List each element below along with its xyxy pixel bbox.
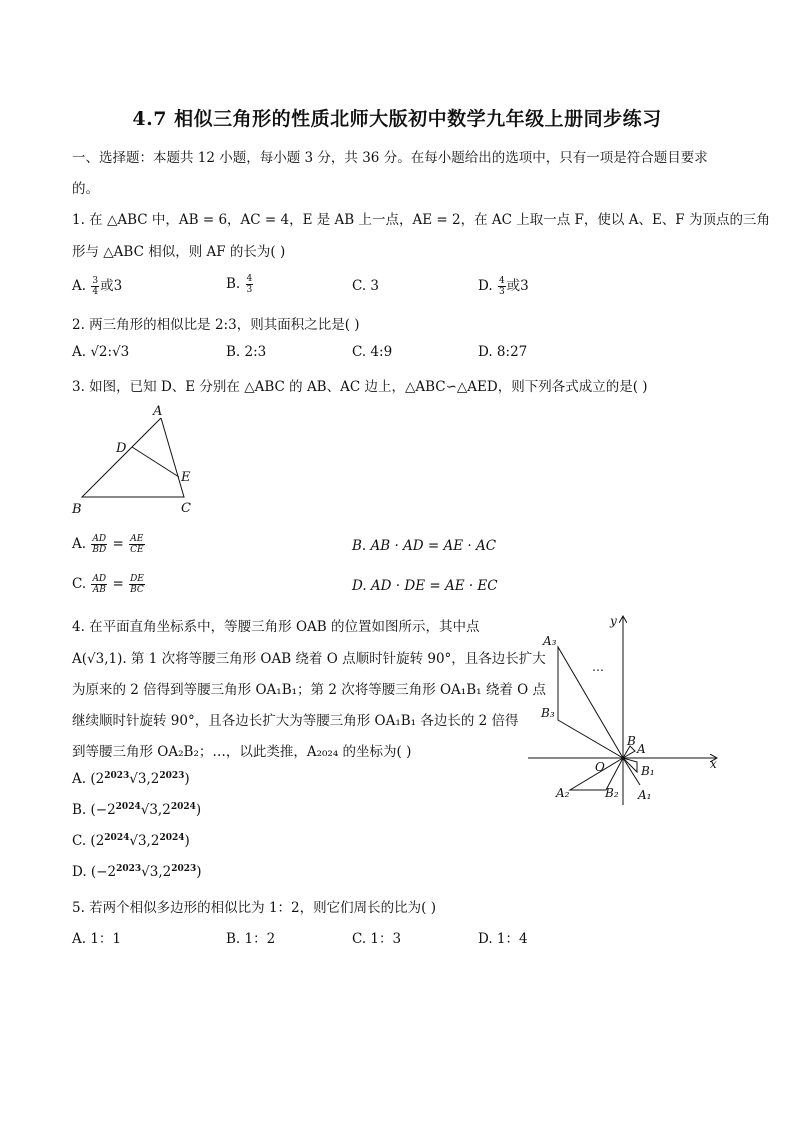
q3-option-b[interactable]: B. AB · AD = AE · AC: [352, 538, 497, 554]
section-heading-cont: 的。: [72, 181, 99, 197]
q5-option-d[interactable]: D. 1：4: [478, 931, 528, 947]
fig-label-a3: A₃: [543, 634, 557, 648]
q2-stem: 2. 两三角形的相似比是 2:3，则其面积之比是( ): [72, 317, 360, 333]
q1-option-a[interactable]: A. $\frac{3}{4}$ 或3: [72, 276, 123, 297]
q3-option-c[interactable]: C. $\frac{AD}{AB}$ = $\frac{DE}{BC}$: [72, 574, 144, 595]
q2-option-d[interactable]: D. 8:27: [478, 344, 528, 360]
fig-label-b2: B₂: [605, 786, 619, 800]
fig-label-a2: A₂: [556, 786, 570, 800]
fig-label-b: B: [627, 734, 636, 748]
q5-option-c[interactable]: C. 1：3: [352, 931, 402, 947]
q3-label-e: E: [181, 470, 191, 485]
section-heading: 一、选择题：本题共 12 小题，每小题 3 分，共 36 分。在每小题给出的选项中，只有一项是符合题目要求: [72, 150, 708, 166]
q5-stem: 5. 若两个相似多边形的相似比为 1：2，则它们周长的比为( ): [72, 900, 436, 916]
q1-stem-cont: 形与 △ABC 相似，则 AF 的长为( ): [72, 244, 286, 260]
q5-option-b[interactable]: B. 1：2: [226, 931, 276, 947]
q3-label-c: C: [181, 501, 191, 516]
q4-option-c[interactable]: C. $(2^{2024}√3,2^{2024})$: [72, 833, 190, 849]
q1-option-b[interactable]: B. $\frac{4}{3}$: [226, 274, 253, 295]
fig-label-b1: B₁: [641, 764, 655, 778]
q3-option-d[interactable]: D. AD · DE = AE · EC: [352, 578, 498, 594]
q3-triangle: [82, 418, 184, 497]
fig-label-y: y: [610, 614, 617, 628]
q4-stem-5: 到等腰三角形 OA₂B₂；…，以此类推，A₂₀₂₄ 的坐标为( ): [72, 744, 412, 760]
q4-stem-2: A(√3,1). 第 1 次将等腰三角形 OAB 绕着 O 点顺时针旋转 90°，且各边长扩大: [72, 651, 546, 667]
q1-option-d[interactable]: D. $\frac{4}{3}$ 或3: [478, 276, 529, 297]
q4-option-b[interactable]: B. $(-2^{2024}√3,2^{2024})$: [72, 802, 202, 818]
fig-label-b3: B₃: [541, 706, 555, 720]
fig-label-a: A: [637, 742, 646, 756]
fig-ellipsis: …: [592, 660, 604, 674]
q3-segment-de: [132, 447, 179, 477]
page-title: 4.7 相似三角形的性质北师大版初中数学九年级上册同步练习: [132, 108, 662, 130]
triangle-oa3b3: [558, 647, 623, 758]
q4-option-a[interactable]: A. $(2^{2023}√3,2^{2023})$: [72, 771, 190, 787]
q5-option-a[interactable]: A. 1：1: [72, 931, 122, 947]
q2-option-c[interactable]: C. 4:9: [352, 344, 393, 360]
q1-option-c[interactable]: C. 3: [352, 278, 380, 294]
q4-stem-4: 继续顺时针旋转 90°，且各边长扩大为等腰三角形 OA₁B₁ 各边长的 2 倍得: [72, 713, 519, 729]
q3-label-b: B: [72, 502, 82, 517]
q2-option-b[interactable]: B. 2:3: [226, 344, 267, 360]
q3-label-a: A: [153, 404, 163, 419]
q3-label-d: D: [116, 441, 127, 456]
q4-option-d[interactable]: D. $(-2^{2023}√3,2^{2023})$: [72, 864, 202, 880]
fig-label-x: x: [710, 757, 717, 771]
q3-stem: 3. 如图，已知 D、E 分别在 △ABC 的 AB、AC 边上，△ABC∽△AED，则下列各式成立的是( ): [72, 379, 648, 395]
q2-option-a[interactable]: A. √2:√3: [72, 344, 130, 360]
q4-stem-3: 为原来的 2 倍得到等腰三角形 OA₁B₁；第 2 次将等腰三角形 OA₁B₁ 绕着 O 点: [72, 682, 546, 698]
q1-stem: 1. 在 △ABC 中，AB = 6，AC = 4，E 是 AB 上一点，AE = 2，在 AC 上取一点 F，使以 A、E、F 为顶点的三角: [72, 212, 770, 228]
fig-label-o: O: [595, 760, 605, 774]
q4-stem-1: 4. 在平面直角坐标系中，等腰三角形 OAB 的位置如图所示，其中点: [72, 619, 480, 635]
q3-triangle-figure: [66, 400, 206, 520]
q4-coordinate-figure: [520, 605, 730, 810]
fig-label-a1: A₁: [638, 788, 652, 802]
q3-option-a[interactable]: A. $\frac{AD}{BD}$ = $\frac{AE}{CE}$: [72, 534, 144, 555]
